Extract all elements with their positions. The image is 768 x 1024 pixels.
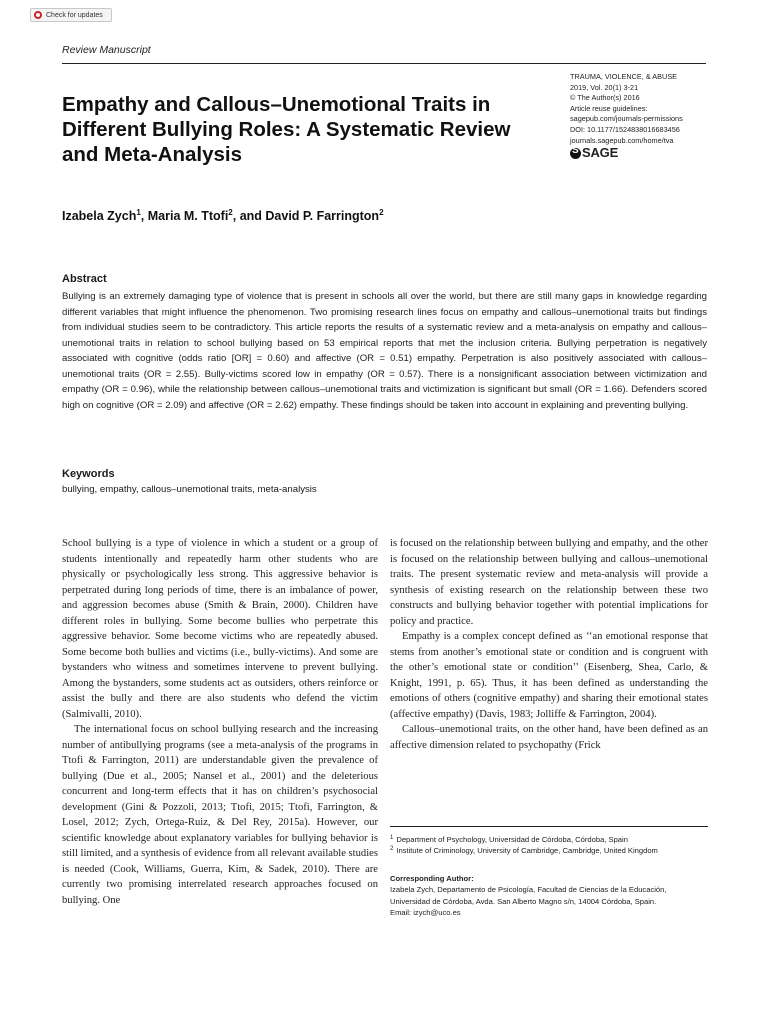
body-paragraph: Callous–unemotional traits, on the other hand, have been defined as an affective dimension related to psychopathy (Frick [390,724,708,751]
abstract-text: Bullying is an extremely damaging type of violence that is present in schools all over the world, but there are still many gaps in knowledge regarding different variables that might influence the phenomenon. Two promising research lines focus on empathy and callous–unemotional traits but findings from individual studies seem to be contradictory. This article reports the results of a systematic review and a meta-analysis on empathy and callous–unemotional traits in relation to school bullying based on 53 empirical reports that met the inclusion criteria. Bullying perpetration is negatively associated with cognitive (odds ratio [OR] = 0.60) and affective (OR = 0.51) empathy. Perpetration is also positively associated with callous–unemotional traits (OR = 2.55). Bully-victims scored low in empathy (OR = 0.57). There is a nonsignificant association between victimization and empathy (OR = 0.96), while the relationship between callous–unemotional traits and victimization is significant but small (OR = 1.66). Defenders scored high on cognitive (OR = 2.09) and affective (OR = 2.62) empathy. These findings should be taken into account in explaining and preventing bullying. [62,291,707,411]
corresponding-author-address: Izabela Zych, Departamento de Psicología, Facultad de Ciencias de la Educación, [390,885,667,895]
update-check-icon [34,11,42,19]
affiliation-footnote [390,845,710,856]
reuse-guidelines: Article reuse guidelines: [570,103,648,113]
body-column-right [390,536,708,753]
header-divider [62,63,706,64]
footnote-number: 1 [390,835,394,841]
author-affiliation-mark: 2 [379,208,384,217]
corresponding-author-address: Universidad de Córdoba, Avda. San Alberto Magno s/n, 14004 Córdoba, Spain. [390,896,657,906]
corresponding-author-heading: Corresponding Author: [390,873,474,883]
abstract-heading: Abstract [62,273,107,285]
footnotes [390,834,710,918]
journal-home-link[interactable]: journals.sagepub.com/home/tva [570,135,674,145]
footnote-text: Department of Psychology, Universidad de Córdoba, Córdoba, Spain [396,835,628,844]
doi-link[interactable]: DOI: 10.1177/1524838016683456 [570,124,680,134]
body-paragraph: Empathy is a complex concept defined as ‘‘an emotional response that stems from another’s emotional state or condition and is congruent with the other’s emotional state or condition’’ (Eisenberg, Shea, Carlo, & Knight, 1991, p. 65). Thus, it has been defined as understanding the emotions of others (cognitive empathy) and sharing their emotional states (affective empathy) (Davis, 1983; Jolliffe & Farrington, 2004). [390,631,708,720]
body-paragraph: School bullying is a type of violence in which a student or a group of students intentionally and repeatedly harm other students who are physically or psychologically less strong. This aggressive behavior is perpetrated during long periods of time, there is an imbalance of power, and aggression becomes abuse (Smith & Brain, 2000). Children have different roles in bullying. Some become bullies who perpetrate this aggressive behavior. Some become victims who are repeatedly abused. Some become both bullies and victims (i.e., bully-victims). And some are bystanders who witness and sometimes intervene to prevent bullying. Among the bystanders, some students act as outsiders, others reinforce or assist the bully and there are also students who defend the victim (Salmivalli, 2010). [62,538,378,720]
check-for-updates-badge[interactable] [30,8,112,22]
body-paragraph: is focused on the relationship between bullying and empathy, and the other is focused on the relationship between bullying and callous–unemotional traits. The present systematic review and meta-analysis will provide a synthesis of existing research on the relationship between these two constructs and bullying behavior together with potential implications for policy and practice. [390,538,708,627]
author-name: Izabela Zych [62,209,137,224]
affiliation-footnote [390,834,710,845]
publisher-logo [570,145,730,161]
body-column-left [62,536,378,908]
footnote-number: 2 [390,846,394,853]
author-name: , Maria M. Ttofi [140,209,229,224]
footnote-text: Institute of Criminology, University of Cambridge, Cambridge, United Kingdom [396,846,658,856]
copyright: © The Author(s) 2016 [570,93,640,103]
author-list [62,208,384,223]
author-affiliation-mark: 2 [228,208,233,217]
footnote-divider [390,826,708,827]
publisher-name: SAGE [582,145,619,161]
journal-volume: 2019, Vol. 20(1) 3-21 [570,82,639,92]
permissions-link[interactable]: sagepub.com/journals-permissions [570,114,683,124]
keywords-heading: Keywords [62,468,115,480]
corresponding-author-email[interactable]: Email: izych@uco.es [390,908,461,918]
check-for-updates-label: Check for updates [46,11,103,19]
body-paragraph: The international focus on school bullying research and the increasing number of antibullying programs (see a meta-analysis of the programs in Ttofi & Farrington, 2011) are understandable given the prevalence of bullying (Due et al., 2005; Nansel et al., 2001) and the deleterious concurrent and long-term effects that it has on children’s psychosocial development (Gini & Pozzoli, 2013; Ttofi, 2015; Ttofi, Farrington, & Losel, 2012; Zych, Ortega-Ruiz, & Del Rey, 2015a). However, our scientific knowledge about explanatory variables for bullying behavior is still limited, and a synthesis of evidence from all relevant available studies is needed (Cook, Williams, Guerra, Kim, & Sadek, 2010). There are currently two promising interrelated research approaches focused on bullying. One [62,724,378,906]
sage-logo-icon [570,148,581,159]
keywords-text: bullying, empathy, callous–unemotional traits, meta-analysis [62,484,317,495]
journal-info [570,72,730,159]
author-affiliation-mark: 1 [136,208,141,217]
journal-name: TRAUMA, VIOLENCE, & ABUSE [570,72,678,81]
article-title: Empathy and Callous–Unemotional Traits in Different Bullying Roles: A Systematic Review and Meta-Analysis [62,93,511,166]
section-label: Review Manuscript [62,44,151,56]
author-name: , and David P. Farrington [232,209,380,224]
